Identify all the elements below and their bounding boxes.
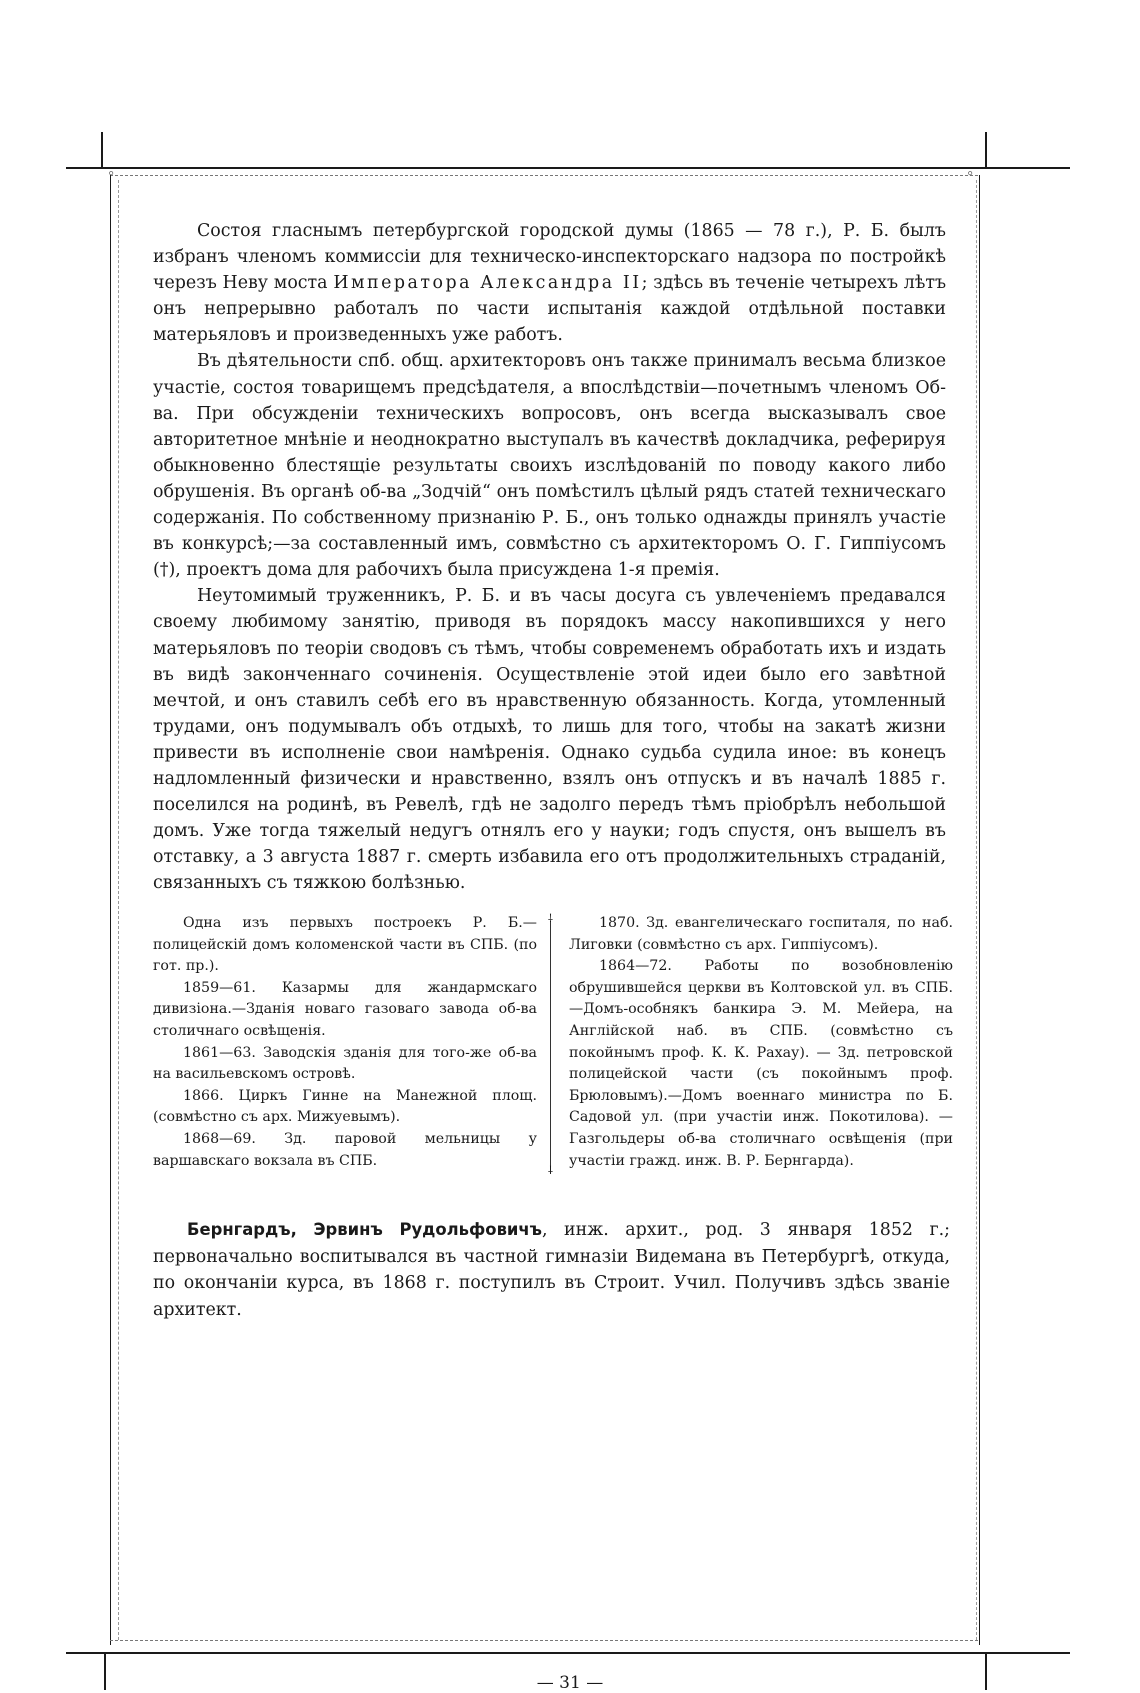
frame-top-rule — [66, 167, 1070, 169]
frame-right-bottom-vertical — [985, 1652, 987, 1690]
paragraph-1 — [153, 218, 946, 348]
work-item: 1868—69. Зд. паровой мельницы у варшавскаго вокзала въ СПБ. — [153, 1130, 537, 1169]
works-right-column — [569, 913, 953, 1172]
biography-paragraph — [153, 1217, 950, 1323]
divider-top-ornament-icon: ⸸ — [547, 912, 554, 925]
work-item: 1861—63. Заводскiя зданiя для того-же об-ва на васильевскомъ островѣ. — [153, 1044, 537, 1083]
work-item: 1866. Циркъ Гинне на Манежной площ. (совмѣстно съ арх. Мижуевымъ). — [153, 1087, 537, 1126]
frame-bottom-dashed-rule — [110, 1640, 978, 1641]
works-left-column — [153, 913, 537, 1172]
work-item: 1859—61. Казармы для жандармскаго дивизiона.—Зданiя новаго газоваго завода об-ва столичнаго освѣщенiя. — [153, 979, 537, 1039]
frame-left-vertical — [110, 175, 111, 1645]
frame-right-vertical — [979, 175, 980, 1645]
frame-left-top-vertical — [101, 132, 103, 168]
frame-right-top-vertical — [985, 132, 987, 168]
paragraph-2: Въ дѣятельности спб. общ. архитекторовъ онъ также принималъ весьма близкое участiе, состоя товарищемъ предсѣдателя, а впослѣдствiи—почетнымъ членомъ Об-ва. При обсужденiи техническихъ вопросовъ, онъ всегда высказывалъ свое авторитетное мнѣнiе и неоднократно выступалъ въ качествѣ докладчика, реферируя обыкновенно блестящiе результаты своихъ изслѣдованiй по поводу какого либо обрушенiя. Въ органѣ об-ва „Зодчiй“ онъ помѣстилъ цѣлый рядъ статей техническаго содержанiя. По собственному признанiю Р. Б., онъ только однажды принялъ участiе въ конкурсѣ;—за составленный имъ, совмѣстно съ архитекторомъ О. Г. Гиппiусомъ (†), проектъ дома для рабочихъ была присуждена 1-я премiя. — [153, 351, 946, 581]
works-list — [153, 912, 953, 1179]
work-item: Одна изъ первыхъ построекъ Р. Б.—полицейскiй домъ коломенской части въ СПБ. (по гот. пр.). — [153, 915, 537, 975]
person-name: Бернгардъ, Эрвинъ Рудольфовичъ — [187, 1220, 542, 1239]
corner-ornament-right-icon: ⸰ — [967, 167, 974, 180]
biography-text: , инж. архит., род. 3 января 1852 г.; первоначально воспитывался въ частной гимназiи Видемана въ Петербургѣ, откуда, по окончанiи курса, въ 1868 г. поступилъ въ Строит. Учил. Получивъ здѣсь званiе архитект. — [153, 1220, 950, 1320]
divider-bottom-ornament-icon: ⸸ — [547, 1164, 554, 1177]
frame-bottom-rule — [66, 1652, 1070, 1654]
emperor-name: Императора Александра II — [333, 273, 642, 294]
page-number: — 31 — — [536, 1673, 604, 1693]
work-item: 1864—72. Работы по возобновленiю обрушившейся церкви въ Колтовской ул. въ СПБ.—Домъ-особнякъ банкира Э. М. Мейера, на Англiйской наб. въ СПБ. (совмѣстно съ покойнымъ проф. К. К. Рахау). — Зд. петровской полицейской части (съ покойнымъ проф. Брюловымъ).—Домъ военнаго министра по Б. Садовой ул. (при участiи инж. Покотилова). — Газгольдеры об-ва столичнаго освѣщенiя (при участiи гражд. инж. В. Р. Бернгарда). — [569, 958, 953, 1169]
frame-top-dashed-rule — [110, 175, 978, 176]
paragraph-1-end: ; здѣсь въ теченiе четырехъ лѣтъ онъ непрерывно работалъ по части испытанiя каждой отдѣльной поставки матерьяловъ и произведенныхъ уже работъ. — [153, 273, 947, 346]
corner-ornament-left-icon: ⸰ — [108, 167, 115, 180]
frame-left-dashed-side — [118, 180, 119, 1640]
column-divider — [550, 921, 551, 1173]
paragraph-1-start: Состоя гласнымъ петербургской городской думы (1865 — 78 г.), Р. Б. былъ избранъ членомъ коммиссiи для техническо-инспекторскаго надзора по постройкѣ черезъ Неву моста — [153, 221, 946, 294]
biography-entry — [153, 1217, 950, 1323]
work-item: 1870. Зд. евангелическаго госпиталя, по наб. Лиговки (совмѣстно съ арх. Гиппiусомъ). — [569, 915, 953, 953]
main-text — [153, 218, 946, 896]
frame-left-bottom-vertical — [104, 1652, 106, 1690]
frame-right-dashed-side — [976, 180, 977, 1640]
paragraph-3: Неутомимый труженникъ, Р. Б. и въ часы досуга съ увлеченiемъ предавался своему любимому занятiю, приводя въ порядокъ массу накопившихся у него матерьяловъ по теорiи сводовъ съ тѣмъ, чтобы современемъ обработать ихъ и издать въ видѣ законченнаго сочиненiя. Осуществленiе этой идеи было его завѣтной мечтой, и онъ ставилъ себѣ его въ нравственную обязанность. Когда, утомленный трудами, онъ подумывалъ объ отдыхѣ, то лишь для того, чтобы на закатѣ жизни привести въ исполненiе свои намѣренiя. Однако судьба судила иное: въ конецъ надломленный физически и нравственно, взялъ онъ отпускъ и въ началѣ 1885 г. поселился на родинѣ, въ Ревелѣ, гдѣ не задолго передъ тѣмъ прiобрѣлъ небольшой домъ. Уже тогда тяжелый недугъ отнялъ его у науки; годъ спустя, онъ вышелъ въ отставку, а 3 августа 1887 г. смерть избавила его отъ продолжительныхъ страданiй, связанныхъ съ тяжкою болѣзнью. — [153, 586, 946, 894]
